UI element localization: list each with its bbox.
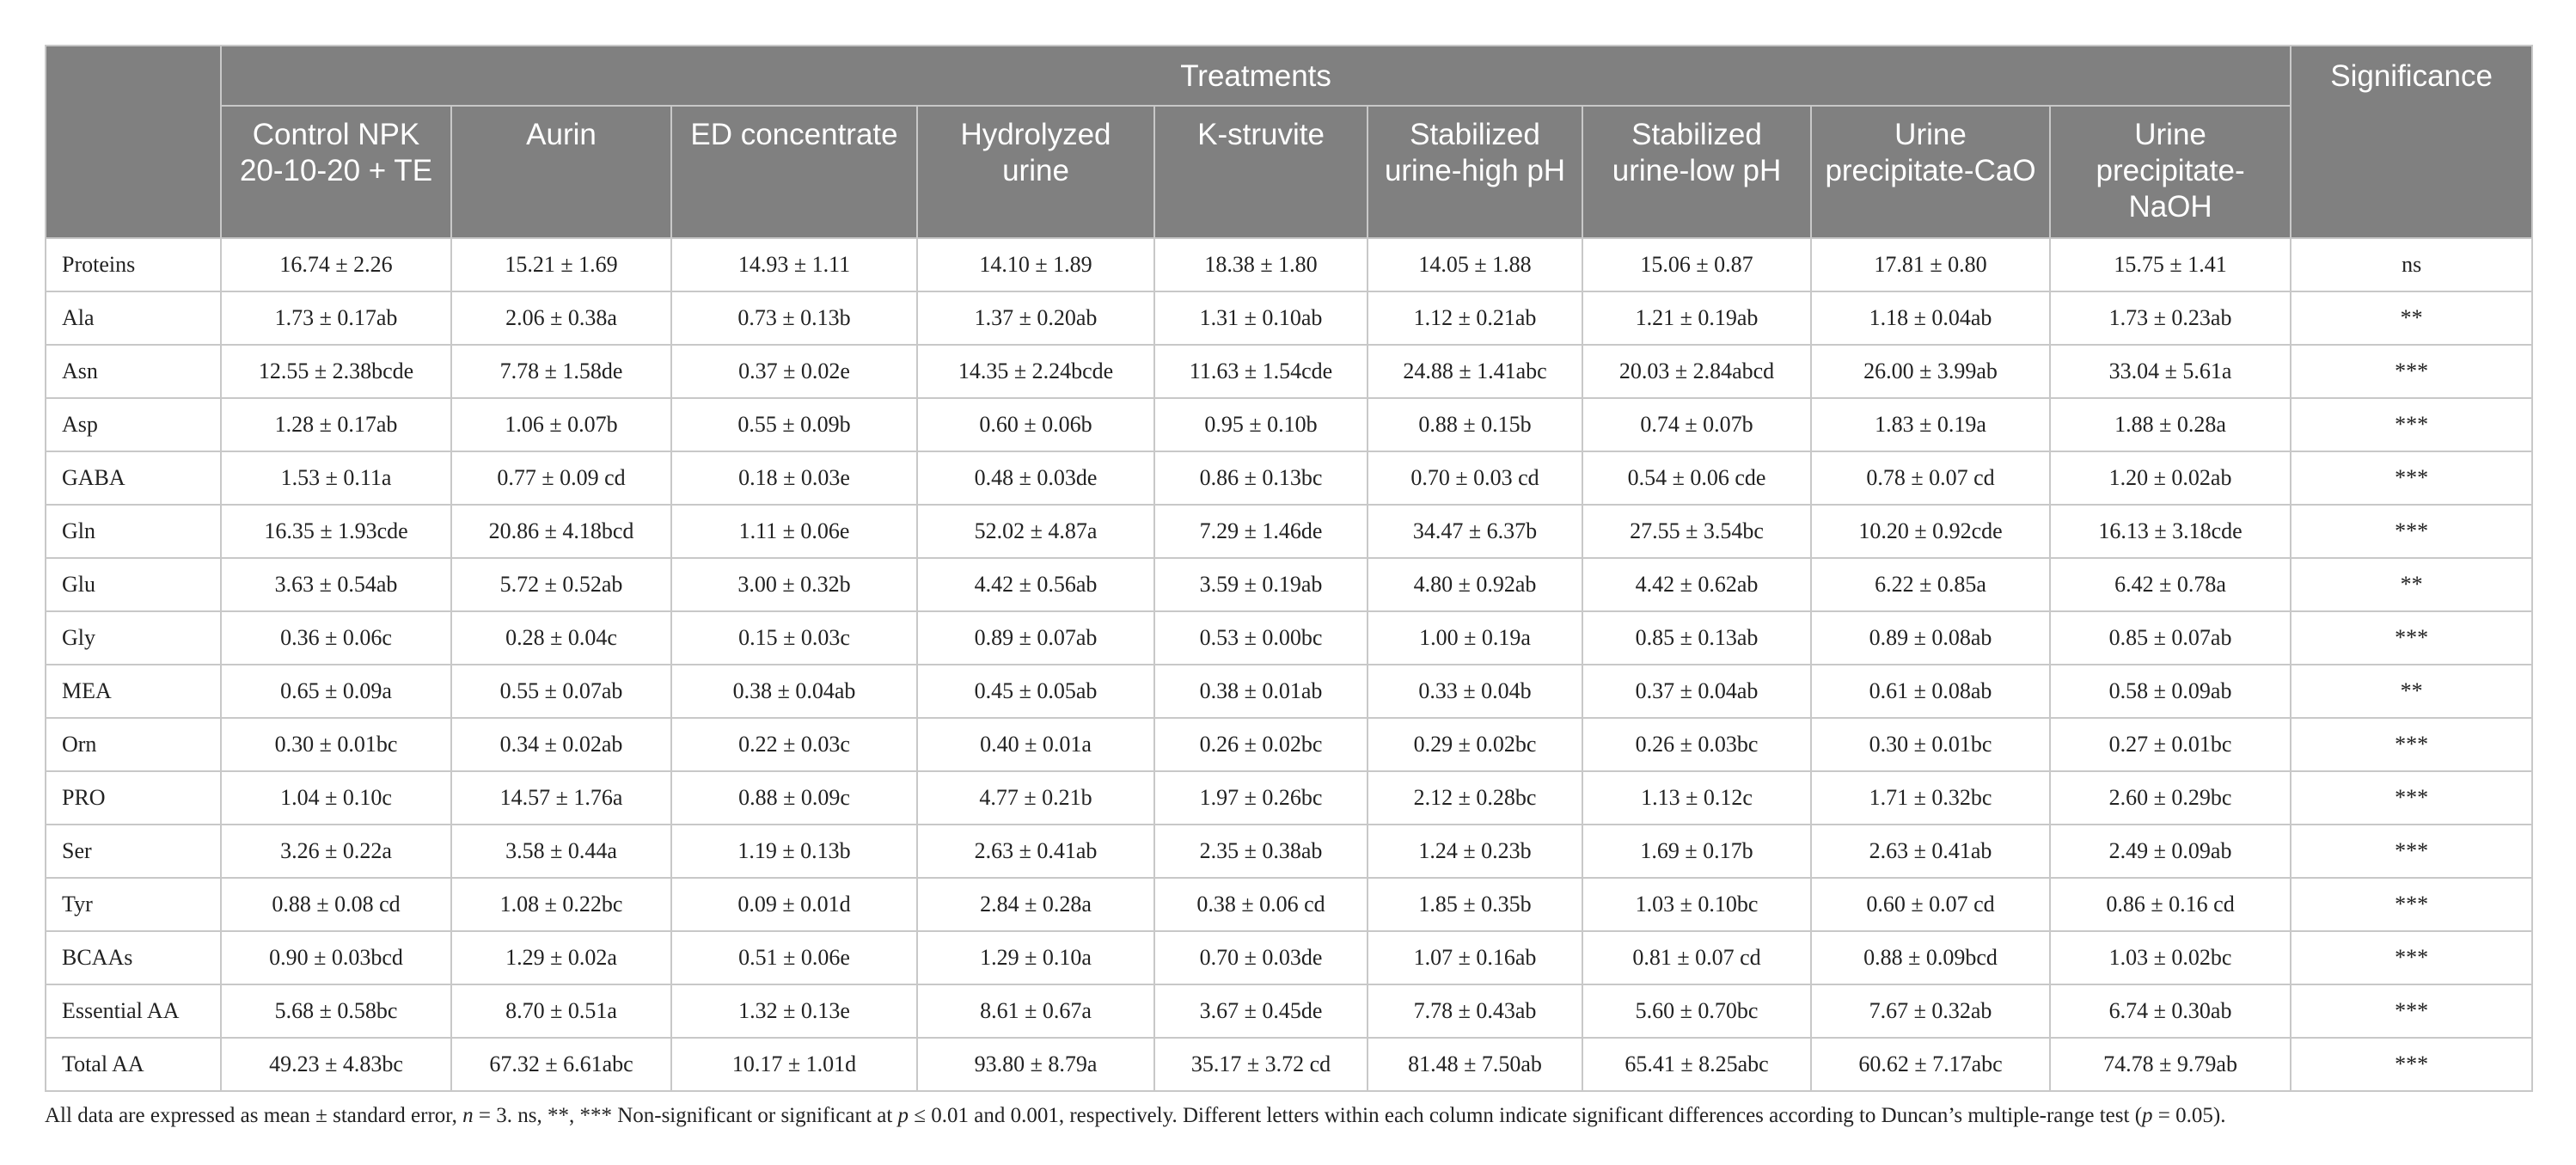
treatments-header: Treatments <box>221 46 2291 106</box>
table-cell: 1.69 ± 0.17b <box>1582 825 1811 878</box>
table-row <box>46 238 2532 291</box>
table-cell: 0.65 ± 0.09a <box>221 665 451 718</box>
table-cell: 24.88 ± 1.41abc <box>1368 345 1582 398</box>
significance-cell: *** <box>2291 771 2532 825</box>
amino-acid-table <box>45 45 2533 1092</box>
table-cell: 15.75 ± 1.41 <box>2050 238 2291 291</box>
table-cell: 10.20 ± 0.92cde <box>1811 505 2050 558</box>
table-cell: 0.40 ± 0.01a <box>917 718 1154 771</box>
table-row <box>46 291 2532 345</box>
table-cell: 2.63 ± 0.41ab <box>917 825 1154 878</box>
table-cell: 4.80 ± 0.92ab <box>1368 558 1582 611</box>
significance-cell: *** <box>2291 1038 2532 1091</box>
table-cell: 1.29 ± 0.10a <box>917 931 1154 984</box>
table-cell: 6.22 ± 0.85a <box>1811 558 2050 611</box>
table-cell: 0.85 ± 0.07ab <box>2050 611 2291 665</box>
table-cell: 14.57 ± 1.76a <box>451 771 671 825</box>
table-cell: 0.33 ± 0.04b <box>1368 665 1582 718</box>
table-row <box>46 931 2532 984</box>
footnote-text: All data are expressed as mean ± standard error, <box>45 1104 463 1127</box>
significance-cell: *** <box>2291 451 2532 505</box>
significance-cell: *** <box>2291 505 2532 558</box>
table-cell: 4.42 ± 0.62ab <box>1582 558 1811 611</box>
table-cell: 1.88 ± 0.28a <box>2050 398 2291 451</box>
table-cell: 1.31 ± 0.10ab <box>1154 291 1368 345</box>
table-cell: 17.81 ± 0.80 <box>1811 238 2050 291</box>
table-cell: 3.26 ± 0.22a <box>221 825 451 878</box>
column-header: Urine precipitate-NaOH <box>2050 106 2291 238</box>
table-cell: 3.63 ± 0.54ab <box>221 558 451 611</box>
row-label: Total AA <box>46 1038 221 1091</box>
row-label: PRO <box>46 771 221 825</box>
table-cell: 27.55 ± 3.54bc <box>1582 505 1811 558</box>
table-cell: 0.88 ± 0.08 cd <box>221 878 451 931</box>
significance-cell: *** <box>2291 398 2532 451</box>
table-cell: 7.78 ± 0.43ab <box>1368 984 1582 1038</box>
table-row <box>46 825 2532 878</box>
table-cell: 0.30 ± 0.01bc <box>1811 718 2050 771</box>
table-cell: 1.97 ± 0.26bc <box>1154 771 1368 825</box>
table-cell: 34.47 ± 6.37b <box>1368 505 1582 558</box>
significance-cell: ** <box>2291 665 2532 718</box>
table-cell: 15.06 ± 0.87 <box>1582 238 1811 291</box>
column-header: Stabilized urine-high pH <box>1368 106 1582 238</box>
table-cell: 1.21 ± 0.19ab <box>1582 291 1811 345</box>
table-cell: 1.73 ± 0.23ab <box>2050 291 2291 345</box>
table-cell: 1.04 ± 0.10c <box>221 771 451 825</box>
table-cell: 0.37 ± 0.04ab <box>1582 665 1811 718</box>
table-cell: 16.74 ± 2.26 <box>221 238 451 291</box>
table-cell: 26.00 ± 3.99ab <box>1811 345 2050 398</box>
header-row-group <box>46 46 2532 106</box>
table-cell: 0.09 ± 0.01d <box>671 878 917 931</box>
table-cell: 0.88 ± 0.15b <box>1368 398 1582 451</box>
table-cell: 4.77 ± 0.21b <box>917 771 1154 825</box>
footnote-text: ≤ 0.01 and 0.001, respectively. Different letters within each column indicate significant differences according to Duncan’s multiple-range test ( <box>909 1104 2143 1127</box>
table-cell: 0.61 ± 0.08ab <box>1811 665 2050 718</box>
table-cell: 1.08 ± 0.22bc <box>451 878 671 931</box>
table-cell: 3.00 ± 0.32b <box>671 558 917 611</box>
table-cell: 0.90 ± 0.03bcd <box>221 931 451 984</box>
significance-cell: ** <box>2291 558 2532 611</box>
table-cell: 0.78 ± 0.07 cd <box>1811 451 2050 505</box>
table-cell: 3.67 ± 0.45de <box>1154 984 1368 1038</box>
table-cell: 0.38 ± 0.04ab <box>671 665 917 718</box>
row-label: Ser <box>46 825 221 878</box>
table-footnote <box>45 1102 2531 1130</box>
table-cell: 0.54 ± 0.06 cde <box>1582 451 1811 505</box>
table-container <box>45 45 2531 1130</box>
table-cell: 0.55 ± 0.07ab <box>451 665 671 718</box>
table-cell: 0.51 ± 0.06e <box>671 931 917 984</box>
table-cell: 1.24 ± 0.23b <box>1368 825 1582 878</box>
table-cell: 0.60 ± 0.06b <box>917 398 1154 451</box>
table-cell: 14.35 ± 2.24bcde <box>917 345 1154 398</box>
table-cell: 16.35 ± 1.93cde <box>221 505 451 558</box>
corner-header <box>46 46 221 238</box>
table-cell: 1.83 ± 0.19a <box>1811 398 2050 451</box>
table-cell: 3.58 ± 0.44a <box>451 825 671 878</box>
row-label: Gln <box>46 505 221 558</box>
table-row <box>46 771 2532 825</box>
table-cell: 1.03 ± 0.10bc <box>1582 878 1811 931</box>
table-cell: 0.86 ± 0.16 cd <box>2050 878 2291 931</box>
row-label: Glu <box>46 558 221 611</box>
header-row-columns <box>46 106 2532 238</box>
table-cell: 0.70 ± 0.03 cd <box>1368 451 1582 505</box>
footnote-p-symbol: p <box>897 1104 909 1127</box>
table-cell: 20.03 ± 2.84abcd <box>1582 345 1811 398</box>
table-cell: 1.11 ± 0.06e <box>671 505 917 558</box>
table-cell: 5.68 ± 0.58bc <box>221 984 451 1038</box>
table-cell: 0.26 ± 0.02bc <box>1154 718 1368 771</box>
row-label: Orn <box>46 718 221 771</box>
table-cell: 1.71 ± 0.32bc <box>1811 771 2050 825</box>
table-cell: 0.15 ± 0.03c <box>671 611 917 665</box>
table-cell: 74.78 ± 9.79ab <box>2050 1038 2291 1091</box>
table-cell: 0.95 ± 0.10b <box>1154 398 1368 451</box>
column-header: ED concentrate <box>671 106 917 238</box>
table-cell: 0.22 ± 0.03c <box>671 718 917 771</box>
table-cell: 1.12 ± 0.21ab <box>1368 291 1582 345</box>
row-label: GABA <box>46 451 221 505</box>
row-label: Proteins <box>46 238 221 291</box>
table-cell: 18.38 ± 1.80 <box>1154 238 1368 291</box>
footnote-text: = 0.05). <box>2152 1104 2226 1127</box>
table-cell: 0.53 ± 0.00bc <box>1154 611 1368 665</box>
table-cell: 0.74 ± 0.07b <box>1582 398 1811 451</box>
significance-cell: *** <box>2291 878 2532 931</box>
table-cell: 0.28 ± 0.04c <box>451 611 671 665</box>
row-label: Asn <box>46 345 221 398</box>
table-row <box>46 558 2532 611</box>
table-cell: 2.12 ± 0.28bc <box>1368 771 1582 825</box>
table-cell: 35.17 ± 3.72 cd <box>1154 1038 1368 1091</box>
table-cell: 0.58 ± 0.09ab <box>2050 665 2291 718</box>
row-label: Tyr <box>46 878 221 931</box>
column-header: K-struvite <box>1154 106 1368 238</box>
table-cell: 1.07 ± 0.16ab <box>1368 931 1582 984</box>
table-row <box>46 611 2532 665</box>
table-cell: 0.26 ± 0.03bc <box>1582 718 1811 771</box>
table-cell: 81.48 ± 7.50ab <box>1368 1038 1582 1091</box>
table-cell: 7.78 ± 1.58de <box>451 345 671 398</box>
table-row <box>46 451 2532 505</box>
significance-cell: *** <box>2291 718 2532 771</box>
table-cell: 7.67 ± 0.32ab <box>1811 984 2050 1038</box>
column-header: Hydrolyzed urine <box>917 106 1154 238</box>
table-cell: 0.38 ± 0.01ab <box>1154 665 1368 718</box>
row-label: Ala <box>46 291 221 345</box>
table-cell: 0.38 ± 0.06 cd <box>1154 878 1368 931</box>
table-cell: 65.41 ± 8.25abc <box>1582 1038 1811 1091</box>
table-cell: 1.73 ± 0.17ab <box>221 291 451 345</box>
table-cell: 0.88 ± 0.09c <box>671 771 917 825</box>
significance-cell: *** <box>2291 611 2532 665</box>
table-cell: 93.80 ± 8.79a <box>917 1038 1154 1091</box>
table-row <box>46 878 2532 931</box>
table-cell: 2.84 ± 0.28a <box>917 878 1154 931</box>
table-cell: 0.70 ± 0.03de <box>1154 931 1368 984</box>
column-header: Control NPK 20-10-20 + TE <box>221 106 451 238</box>
table-cell: 2.60 ± 0.29bc <box>2050 771 2291 825</box>
table-cell: 0.45 ± 0.05ab <box>917 665 1154 718</box>
table-cell: 33.04 ± 5.61a <box>2050 345 2291 398</box>
table-cell: 14.93 ± 1.11 <box>671 238 917 291</box>
table-cell: 20.86 ± 4.18bcd <box>451 505 671 558</box>
significance-cell: *** <box>2291 984 2532 1038</box>
table-cell: 0.81 ± 0.07 cd <box>1582 931 1811 984</box>
table-cell: 0.18 ± 0.03e <box>671 451 917 505</box>
table-cell: 16.13 ± 3.18cde <box>2050 505 2291 558</box>
table-cell: 14.05 ± 1.88 <box>1368 238 1582 291</box>
row-label: Essential AA <box>46 984 221 1038</box>
table-cell: 0.37 ± 0.02e <box>671 345 917 398</box>
table-cell: 1.00 ± 0.19a <box>1368 611 1582 665</box>
table-cell: 0.86 ± 0.13bc <box>1154 451 1368 505</box>
table-cell: 2.06 ± 0.38a <box>451 291 671 345</box>
table-cell: 1.37 ± 0.20ab <box>917 291 1154 345</box>
significance-header: Significance <box>2291 46 2532 238</box>
footnote-p-symbol: p <box>2142 1104 2153 1127</box>
table-cell: 1.32 ± 0.13e <box>671 984 917 1038</box>
table-cell: 1.29 ± 0.02a <box>451 931 671 984</box>
table-row <box>46 505 2532 558</box>
table-cell: 0.77 ± 0.09 cd <box>451 451 671 505</box>
table-cell: 14.10 ± 1.89 <box>917 238 1154 291</box>
table-cell: 5.72 ± 0.52ab <box>451 558 671 611</box>
table-cell: 0.34 ± 0.02ab <box>451 718 671 771</box>
footnote-n-symbol: n <box>462 1104 474 1127</box>
row-label: Gly <box>46 611 221 665</box>
table-cell: 0.27 ± 0.01bc <box>2050 718 2291 771</box>
table-cell: 4.42 ± 0.56ab <box>917 558 1154 611</box>
footnote-text: = 3. ns, **, *** Non-significant or significant at <box>473 1104 898 1127</box>
table-cell: 1.03 ± 0.02bc <box>2050 931 2291 984</box>
column-header: Urine precipitate-CaO <box>1811 106 2050 238</box>
table-cell: 0.89 ± 0.07ab <box>917 611 1154 665</box>
table-cell: 10.17 ± 1.01d <box>671 1038 917 1091</box>
table-cell: 12.55 ± 2.38bcde <box>221 345 451 398</box>
table-cell: 2.49 ± 0.09ab <box>2050 825 2291 878</box>
table-cell: 0.30 ± 0.01bc <box>221 718 451 771</box>
significance-cell: ns <box>2291 238 2532 291</box>
row-label: Asp <box>46 398 221 451</box>
table-cell: 0.36 ± 0.06c <box>221 611 451 665</box>
table-cell: 0.88 ± 0.09bcd <box>1811 931 2050 984</box>
table-cell: 49.23 ± 4.83bc <box>221 1038 451 1091</box>
table-cell: 3.59 ± 0.19ab <box>1154 558 1368 611</box>
table-cell: 1.85 ± 0.35b <box>1368 878 1582 931</box>
table-cell: 7.29 ± 1.46de <box>1154 505 1368 558</box>
table-row <box>46 398 2532 451</box>
table-cell: 1.53 ± 0.11a <box>221 451 451 505</box>
table-cell: 0.29 ± 0.02bc <box>1368 718 1582 771</box>
table-cell: 0.85 ± 0.13ab <box>1582 611 1811 665</box>
table-cell: 1.13 ± 0.12c <box>1582 771 1811 825</box>
table-row <box>46 1038 2532 1091</box>
table-row <box>46 665 2532 718</box>
table-row <box>46 718 2532 771</box>
table-cell: 1.06 ± 0.07b <box>451 398 671 451</box>
table-cell: 0.48 ± 0.03de <box>917 451 1154 505</box>
table-cell: 6.74 ± 0.30ab <box>2050 984 2291 1038</box>
table-cell: 8.61 ± 0.67a <box>917 984 1154 1038</box>
significance-cell: *** <box>2291 931 2532 984</box>
significance-cell: *** <box>2291 825 2532 878</box>
significance-cell: ** <box>2291 291 2532 345</box>
table-row <box>46 345 2532 398</box>
column-header: Aurin <box>451 106 671 238</box>
table-cell: 1.20 ± 0.02ab <box>2050 451 2291 505</box>
table-cell: 5.60 ± 0.70bc <box>1582 984 1811 1038</box>
row-label: BCAAs <box>46 931 221 984</box>
table-row <box>46 984 2532 1038</box>
table-cell: 0.55 ± 0.09b <box>671 398 917 451</box>
table-cell: 67.32 ± 6.61abc <box>451 1038 671 1091</box>
table-cell: 52.02 ± 4.87a <box>917 505 1154 558</box>
table-cell: 1.18 ± 0.04ab <box>1811 291 2050 345</box>
table-cell: 2.63 ± 0.41ab <box>1811 825 2050 878</box>
table-cell: 15.21 ± 1.69 <box>451 238 671 291</box>
table-cell: 11.63 ± 1.54cde <box>1154 345 1368 398</box>
significance-cell: *** <box>2291 345 2532 398</box>
table-cell: 0.89 ± 0.08ab <box>1811 611 2050 665</box>
table-cell: 6.42 ± 0.78a <box>2050 558 2291 611</box>
column-header: Stabilized urine-low pH <box>1582 106 1811 238</box>
table-cell: 0.60 ± 0.07 cd <box>1811 878 2050 931</box>
table-cell: 1.19 ± 0.13b <box>671 825 917 878</box>
row-label: MEA <box>46 665 221 718</box>
table-cell: 60.62 ± 7.17abc <box>1811 1038 2050 1091</box>
table-cell: 1.28 ± 0.17ab <box>221 398 451 451</box>
table-cell: 8.70 ± 0.51a <box>451 984 671 1038</box>
table-cell: 2.35 ± 0.38ab <box>1154 825 1368 878</box>
table-cell: 0.73 ± 0.13b <box>671 291 917 345</box>
